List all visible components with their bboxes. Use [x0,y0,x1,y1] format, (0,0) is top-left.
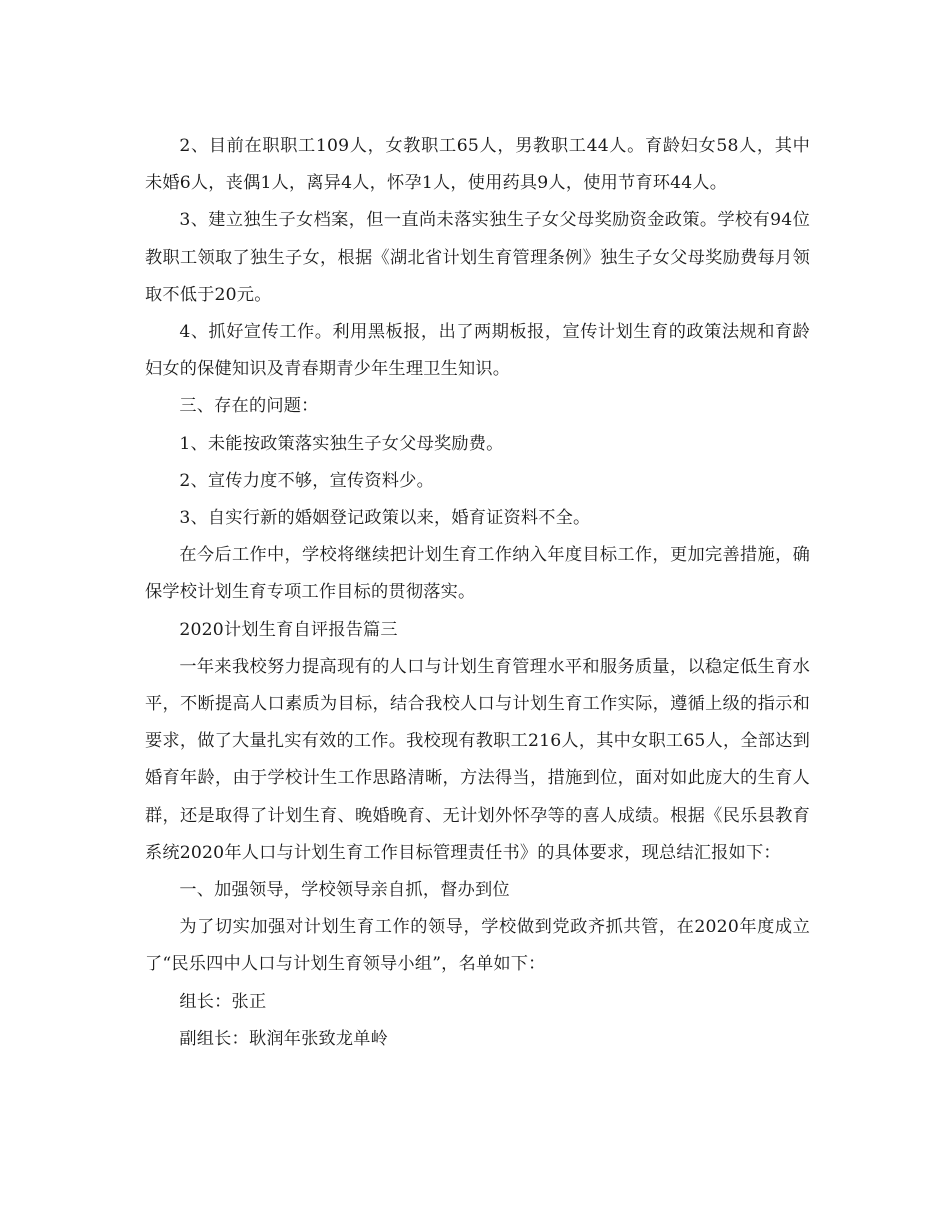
heading-strengthen-leadership: 一、加强领导，学校领导亲自抓，督办到位 [179,880,510,901]
paragraph-annual-summary: 一年来我校努力提高现有的人口与计划生育管理水平和服务质量，以稳定低生育水平，不断提高人口素质为目标，结合我校人口与计划生育工作实际，遵循上级的指示和要求，做了大量扎实有效的工作。我校现有教职工216人，其中女职工65人，全部达到婚育年龄，由于学校计生工作思路清晰，方法得当，措施到位，面对如此庞大的生育人群，还是取得了计划生育、晚婚晚育、无计划外怀孕等的喜人成绩。根据《民乐县教育系统2020年人口与计划生育工作目标管理责任书》的具体要求，现总结汇报如下： [145,656,810,863]
paragraph-leadership-group: 为了切实加强对计划生育工作的领导，学校做到党政齐抓共管，在2020年度成立了“民乐四中人口与计划生育领导小组”，名单如下： [145,917,810,975]
paragraph-publicity-work: 4、抓好宣传工作。利用黑板报，出了两期板报，宣传计划生育的政策法规和育龄妇女的保健知识及青春期青少年生理卫生知识。 [145,322,810,380]
problem-item-2: 2、宣传力度不够，宣传资料少。 [179,470,434,491]
document-body [145,128,810,1058]
group-leader: 组长：张正 [179,991,267,1012]
section-title-part-three: 2020计划生育自评报告篇三 [179,619,398,640]
problem-item-3: 3、自实行新的婚姻登记政策以来，婚育证资料不全。 [179,508,591,529]
paragraph-only-child-archive: 3、建立独生子女档案，但一直尚未落实独生子女父母奖励资金政策。学校有94位教职工领取了独生子女，根据《湖北省计划生育管理条例》独生子女父母奖励费每月领取不低于20元。 [145,210,810,305]
group-deputy-leaders: 副组长：耿润年张致龙单岭 [179,1028,389,1049]
heading-existing-problems: 三、存在的问题： [179,396,319,417]
paragraph-staff-stats: 2、目前在职职工109人，女教职工65人，男教职工44人。育龄妇女58人，其中未婚6人，丧偶1人，离异4人，怀孕1人，使用药具9人，使用节育环44人。 [145,136,810,194]
problem-item-1: 1、未能按政策落实独生子女父母奖励费。 [179,433,504,454]
paragraph-future-work: 在今后工作中，学校将继续把计划生育工作纳入年度目标工作，更加完善措施，确保学校计划生育专项工作目标的贯彻落实。 [145,545,810,603]
